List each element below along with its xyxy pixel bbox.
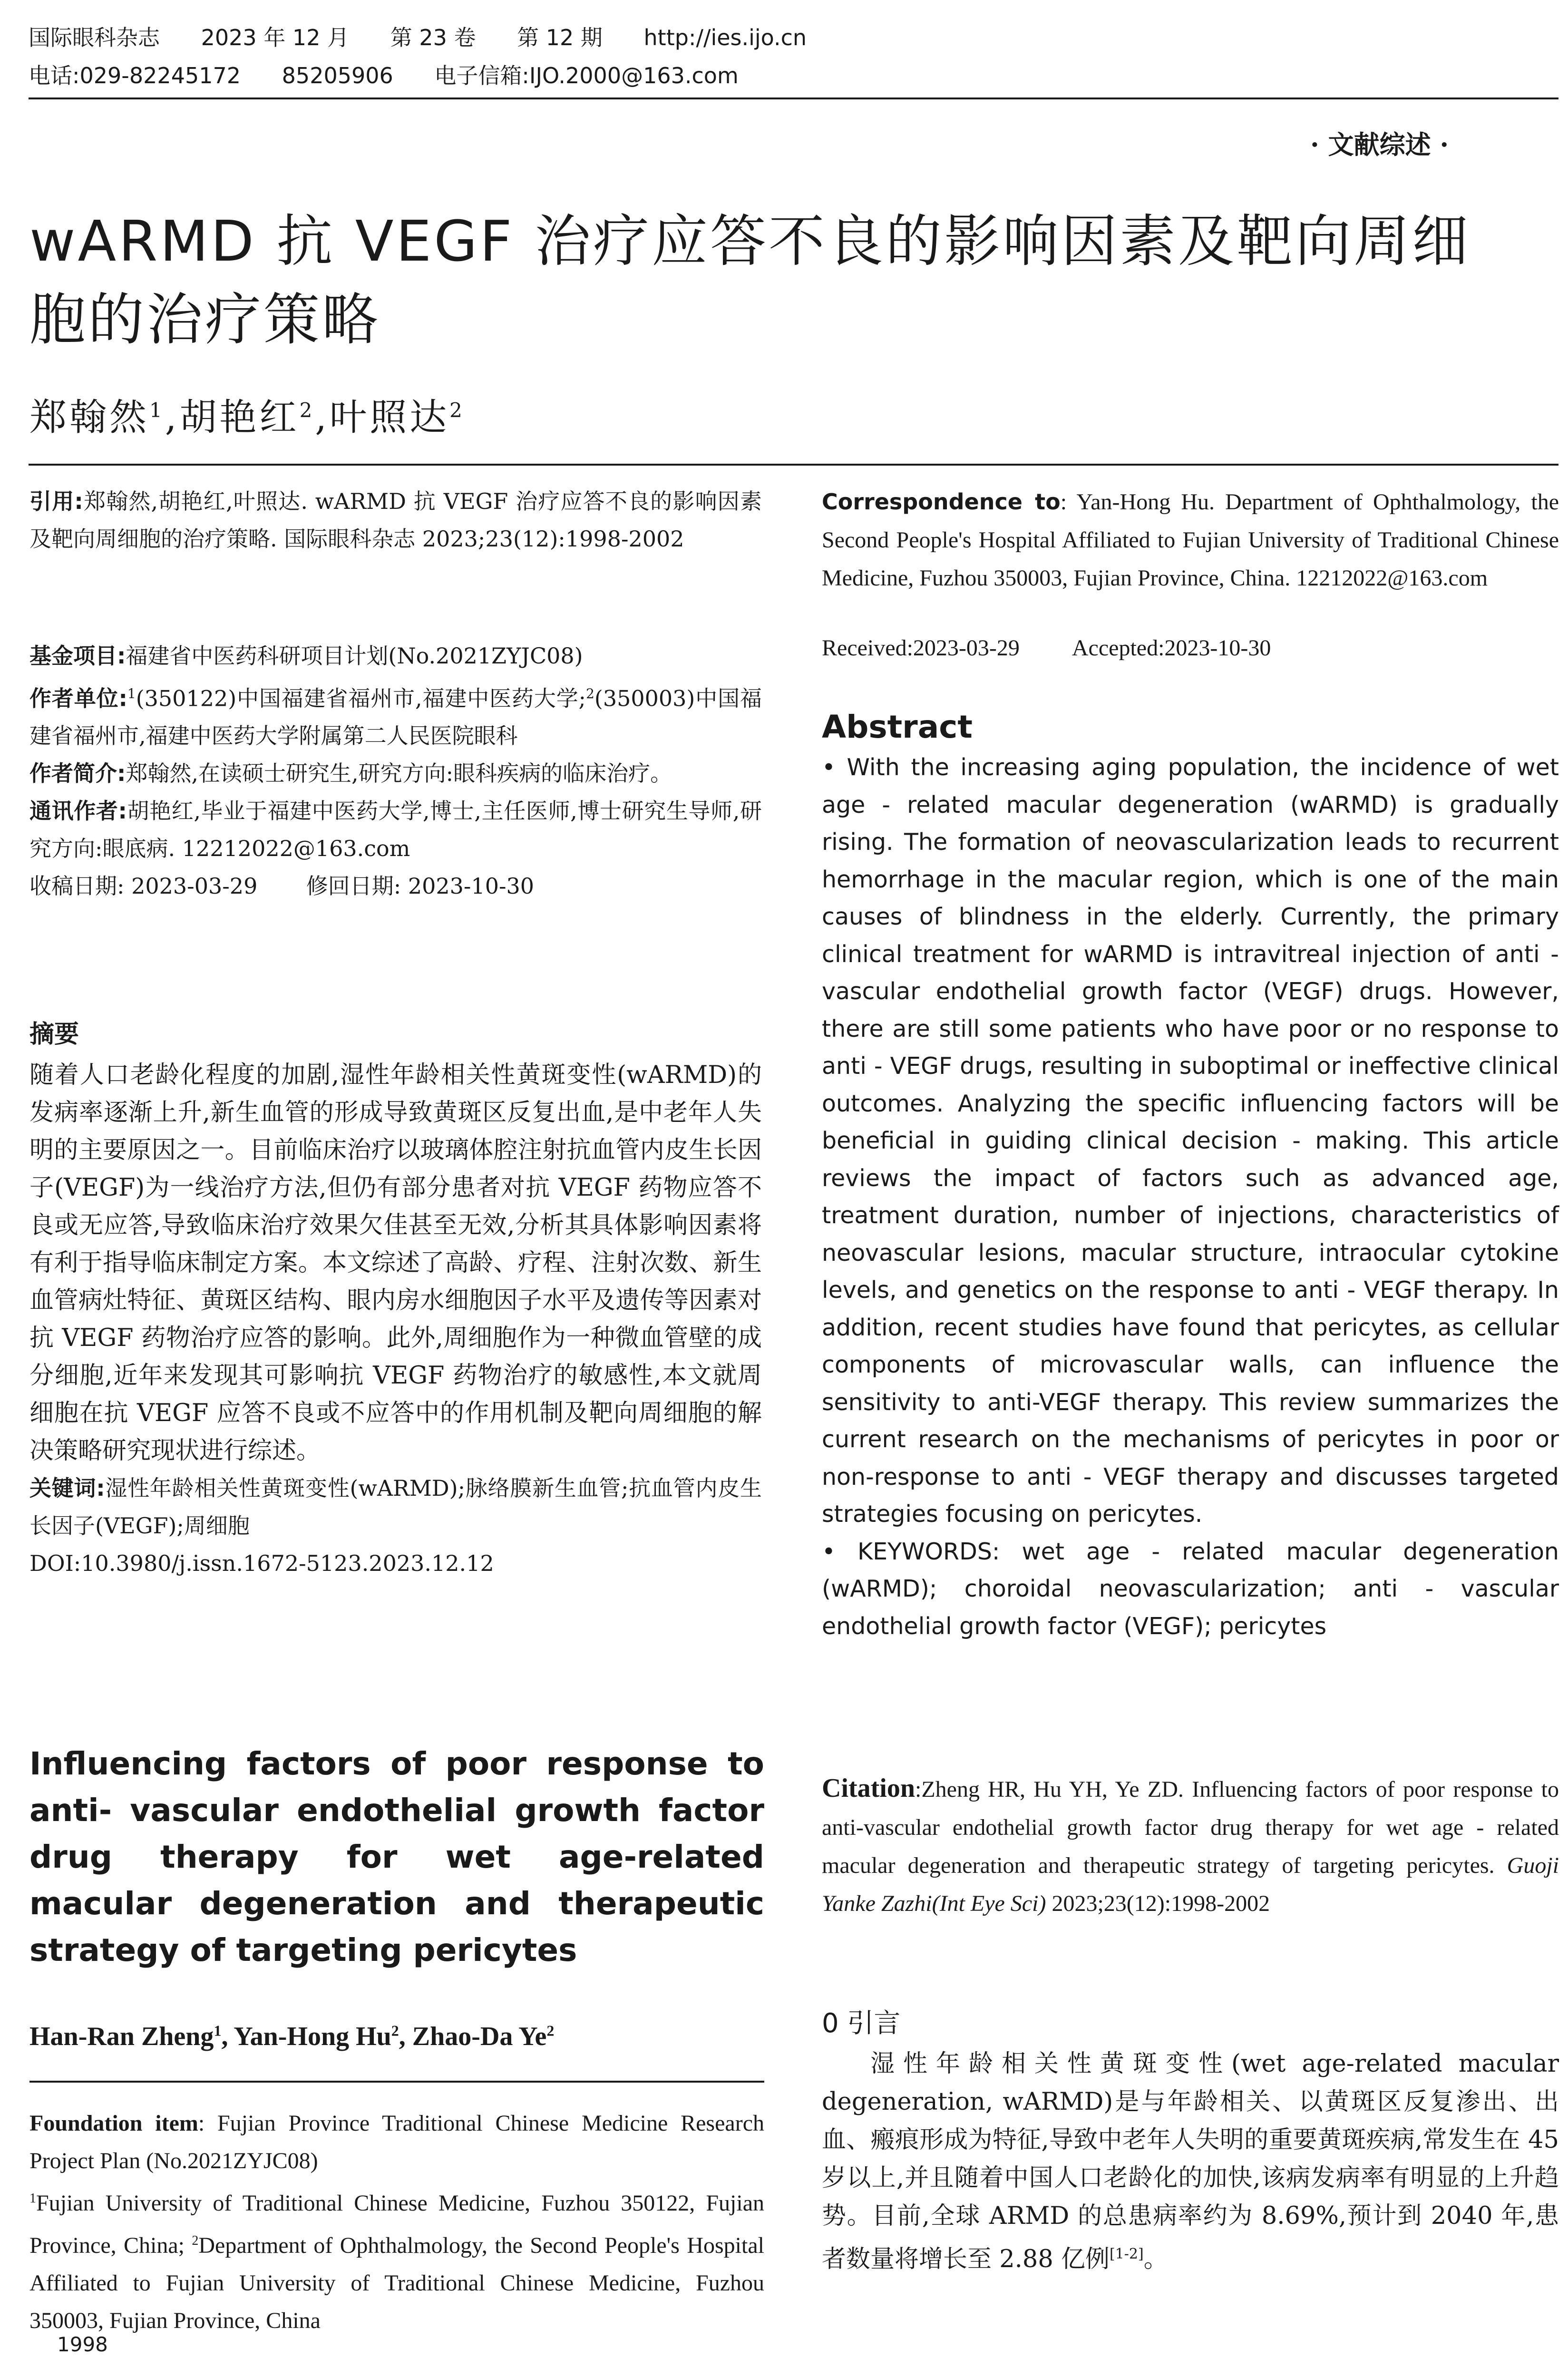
- abstract-cn-body: 随着人口老龄化程度的加剧,湿性年龄相关性黄斑变性(wARMD)的发病率逐渐上升,新生血管的形成导致黄斑区反复出血,是中老年人失明的主要原因之一。目前临床治疗以玻璃体腔注射抗血管内皮生长因子(VEGF)为一线治疗方法,但仍有部分患者对抗 VEGF 药物应答不良或无应答,导致临床治疗效果欠佳甚至无效,分析其具体影响因素将有利于指导临床制定方案。本文综述了高龄、疗程、注射次数、新生血管病灶特征、黄斑区结构、眼内房水细胞因子水平及遗传等因素对抗 VEGF 药物治疗应答的影响。此外,周细胞作为一种微血管壁的成分细胞,近年来发现其可影响抗 VEGF 药物治疗的敏感性,本文就周细胞在抗 VEGF 应答不良或不应答中的作用机制及靶向周细胞的解决策略研究现状进行综述。: [29, 1061, 762, 1465]
- phone: 电话:029-82245172: [29, 63, 241, 88]
- phone-2: 85205906: [282, 63, 393, 88]
- journal-url[interactable]: http://ies.ijo.cn: [643, 25, 807, 50]
- authors-cn: 郑翰然$^1$,胡艳红$^2$,叶照达$^2$: [29, 396, 465, 439]
- introduction: [822, 2002, 1559, 2279]
- citation-cn: 引用:郑翰然,胡艳红,叶照达. wARMD 抗 VEGF 治疗应答不良的影响因素及靶向周细胞的治疗策略. 国际眼科杂志 2023;23(12):1998-2002: [29, 488, 762, 552]
- article-meta-cn: [29, 637, 762, 905]
- keywords-cn: 关键词:湿性年龄相关性黄斑变性(wARMD);脉络膜新生血管;抗血管内皮生长因子(VEGF);周细胞: [29, 1475, 762, 1539]
- author-bio: 作者简介:郑翰然,在读硕士研究生,研究方向:眼科疾病的临床治疗。: [29, 760, 672, 787]
- abstract-en: [822, 709, 1559, 1645]
- doi: DOI:10.3980/j.issn.1672-5123.2023.12.12: [29, 1550, 494, 1576]
- journal-name: 国际眼科杂志: [29, 25, 160, 50]
- authors-rule: [29, 2081, 764, 2083]
- page-number: 1998: [57, 2333, 108, 2356]
- header-rule: [29, 97, 1558, 99]
- abstract-en-heading: Abstract: [822, 709, 973, 745]
- abstract-cn-heading: 摘要: [29, 1020, 79, 1049]
- citation-en: Citation:Zheng HR, Hu YH, Ye ZD. Influencing factors of poor response to anti-vascular endothelial growth factor drug therapy for wet age - related macular degeneration and therapeutic strategy of targeting pericytes. Guoji Yanke Zazhi(Int Eye Sci) 2023;23(12):1998-2002: [822, 1773, 1559, 1916]
- author-units: 作者单位:$^1$(350122)中国福建省福州市,福建中医药大学;$^2$(350003)中国福建省福州市,福建中医药大学附属第二人民医院眼科: [29, 685, 762, 749]
- corresponding-author: 通讯作者:胡艳红,毕业于福建中医药大学,博士,主任医师,博士研究生导师,研究方向:眼底病. 12212022@163.com: [29, 798, 762, 862]
- received-accepted: Received:2023-03-29 Accepted:2023-10-30: [822, 635, 1271, 661]
- journal-header-line1: [29, 24, 841, 51]
- volume: 第 23 卷: [390, 25, 476, 50]
- authors-en: Han-Ran Zheng$^1$, Yan-Hong Hu$^2$, Zhao-Da Ye$^2$: [29, 2022, 555, 2051]
- correspondence-en: Correspondence to: Yan-Hong Hu. Department of Ophthalmology, the Second People's Hospital Affiliated to Fujian University of Traditional Chinese Medicine, Fuzhou 350003, Fujian Province, China. 12212022@163.com: [822, 489, 1559, 591]
- issue-number: 第 12 期: [517, 25, 603, 50]
- section-rule: [29, 464, 1558, 466]
- intro-heading: 0 引言: [822, 2008, 901, 2039]
- dates-cn: 收稿日期: 2023-03-29 修回日期: 2023-10-30: [29, 873, 535, 899]
- title-en: Influencing factors of poor response to anti- vascular endothelial growth factor drug therapy for wet age-related macular degeneration and therapeutic strategy of targeting pericytes: [29, 1745, 764, 1968]
- intro-body: 湿性年龄相关性黄斑变性(wet age-related macular degeneration, wARMD)是与年龄相关、以黄斑区反复渗出、出血、瘢痕形成为特征,导致中老年人失明的重要黄斑疾病,常发生在 45 岁以上,并且随着中国人口老龄化的加快,该病发病率有明显的上升趋势。目前,全球 ARMD 的总患病率约为 8.69%,预计到 2040 年,患者数量将增长至 2.88 亿例[1-2]。: [822, 2050, 1559, 2273]
- email[interactable]: 电子信箱:IJO.2000@163.com: [434, 63, 739, 88]
- column-tag: · 文献综述 ·: [1310, 129, 1449, 160]
- journal-header-line2: [29, 62, 773, 89]
- abstract-en-body: • With the increasing aging population, the incidence of wet age - related macular degeneration (wARMD) is gradually rising. The formation of neovascularization leads to recurrent hemorrhage in the macular region, which is one of the main causes of blindness in the elderly. Currently, the primary clinical treatment for wARMD is intravitreal injection of anti - vascular endothelial growth factor (VEGF) drugs. However, there are still some patients who have poor or no response to anti - VEGF drugs, resulting in suboptimal or ineffective clinical outcomes. Analyzing the specific influencing factors will be beneficial in guiding clinical decision - making. This article reviews the impact of factors such as advanced age, treatment duration, number of injections, characteristics of neovascular lesions, macular structure, intraocular cytokine levels, and genetics on the response to anti - VEGF therapy. In addition, recent studies have found that pericytes, as cellular components of microvascular walls, can influence the sensitivity to anti-VEGF therapy. This review summarizes the current research on the mechanisms of pericytes in poor or non-response to anti - VEGF therapy and discusses targeted strategies focusing on pericytes.: [822, 754, 1559, 1528]
- fund-item: 基金项目:福建省中医药科研项目计划(No.2021ZYJC08): [29, 643, 583, 669]
- keywords-en: • KEYWORDS: wet age - related macular degeneration (wARMD); choroidal neovascularization; anti - vascular endothelial growth factor (VEGF); pericytes: [822, 1538, 1559, 1640]
- issue-year: 2023 年 12 月: [201, 25, 350, 50]
- abstract-cn: [29, 1015, 762, 1582]
- foundation-en: Foundation item: Fujian Province Traditional Chinese Medicine Research Project Plan (No.2021ZYJC08) $^1$Fujian University of Traditional Chinese Medicine, Fuzhou 350122, Fujian Province, China; $^2$Department of Ophthalmology, the Second People's Hospital Affiliated to Fujian University of Traditional Chinese Medicine, Fuzhou 350003, Fujian Province, China: [29, 2111, 765, 2333]
- page-title: wARMD 抗 VEGF 治疗应答不良的影响因素及靶向周细胞的治疗策略: [29, 208, 1471, 352]
